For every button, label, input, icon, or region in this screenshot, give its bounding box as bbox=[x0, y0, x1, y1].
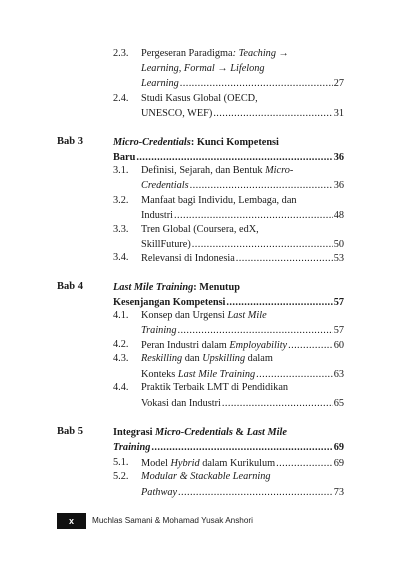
page-number: 57 bbox=[333, 325, 344, 336]
footer-authors: Muchlas Samani & Mohamad Yusak Anshori bbox=[92, 516, 253, 525]
toc-entry-5-2[interactable]: Pathway ..... 73 bbox=[141, 485, 344, 498]
toc-entry-3-4[interactable]: Relevansi di Indonesia ..... 53 bbox=[141, 251, 344, 264]
chapter-label: Bab 3 bbox=[57, 136, 83, 147]
toc-entry-2-3[interactable]: Learning ..... 27 bbox=[141, 76, 344, 89]
toc-entry-4-2[interactable]: Peran Industri dalam Employability ..... 60 bbox=[141, 338, 344, 351]
page-number: 36 bbox=[333, 152, 344, 163]
section-number: 4.1. bbox=[113, 310, 129, 321]
section-number: 3.4. bbox=[113, 252, 129, 263]
section-title: Definisi, Sejarah, dan Bentuk Micro- bbox=[141, 165, 294, 176]
toc-entry-4-1[interactable]: Training ..... 57 bbox=[141, 323, 344, 336]
page-number: 53 bbox=[333, 253, 344, 264]
page-footer bbox=[57, 512, 253, 529]
toc-entry-5-1[interactable]: Model Hybrid dalam Kurikulum ..... 69 bbox=[141, 456, 344, 469]
chapter-title: Last Mile Training: Menutup bbox=[113, 282, 240, 293]
page-number: 69 bbox=[333, 458, 344, 469]
section-title: Tren Global (Coursera, edX, bbox=[141, 224, 259, 235]
chapter-label: Bab 5 bbox=[57, 426, 83, 437]
section-number: 3.3. bbox=[113, 224, 129, 235]
page-number: 31 bbox=[333, 108, 344, 119]
page-number: 73 bbox=[333, 487, 344, 498]
page-number-box: x bbox=[57, 513, 86, 529]
page-number: 50 bbox=[333, 239, 344, 250]
toc-entry-bab-5[interactable]: Training ..... 69 bbox=[113, 440, 344, 453]
toc-entry-2-4[interactable]: UNESCO, WEF) ..... 31 bbox=[141, 106, 344, 119]
section-number: 5.1. bbox=[113, 457, 129, 468]
section-title: Modular & Stackable Learning bbox=[141, 471, 271, 482]
section-number: 4.4. bbox=[113, 382, 129, 393]
page-number: 48 bbox=[333, 210, 344, 221]
section-title-cont: Learning, Formal → Lifelong bbox=[141, 63, 265, 74]
page-number: 60 bbox=[333, 340, 344, 351]
page-number: 57 bbox=[333, 297, 344, 308]
page-number: 69 bbox=[333, 442, 344, 453]
section-number: 4.3. bbox=[113, 353, 129, 364]
section-number: 2.3. bbox=[113, 48, 129, 59]
section-title: Praktik Terbaik LMT di Pendidikan bbox=[141, 382, 289, 393]
section-title: Manfaat bagi Individu, Lembaga, dan bbox=[141, 195, 297, 206]
section-title: Pergeseran Paradigma: Teaching → bbox=[141, 48, 289, 59]
section-title: Studi Kasus Global (OECD, bbox=[141, 93, 258, 104]
toc-entry-bab-4[interactable]: Kesenjangan Kompetensi ..... 57 bbox=[113, 295, 344, 308]
section-number: 4.2. bbox=[113, 339, 129, 350]
toc-entry-bab-3[interactable]: Baru ..... 36 bbox=[113, 150, 344, 163]
section-number: 3.1. bbox=[113, 165, 129, 176]
section-number: 3.2. bbox=[113, 195, 129, 206]
section-title: Reskilling dan Upskilling dalam bbox=[141, 353, 273, 364]
chapter-title: Micro-Credentials: Kunci Kompetensi bbox=[113, 137, 279, 148]
toc-entry-4-3[interactable]: Konteks Last Mile Training ..... 63 bbox=[141, 367, 344, 380]
section-number: 5.2. bbox=[113, 471, 129, 482]
toc-entry-4-4[interactable]: Vokasi dan Industri ..... 65 bbox=[141, 396, 344, 409]
section-title: Konsep dan Urgensi Last Mile bbox=[141, 310, 267, 321]
toc-entry-3-3[interactable]: SkillFuture) ..... 50 bbox=[141, 237, 344, 250]
page-number: 36 bbox=[333, 180, 344, 191]
page-number: 63 bbox=[333, 369, 344, 380]
toc-entry-3-2[interactable]: Industri ..... 48 bbox=[141, 208, 344, 221]
chapter-title: Integrasi Micro-Credentials & Last Mile bbox=[113, 427, 287, 438]
chapter-label: Bab 4 bbox=[57, 281, 83, 292]
page-number: 27 bbox=[333, 78, 344, 89]
section-number: 2.4. bbox=[113, 93, 129, 104]
page-number: 65 bbox=[333, 398, 344, 409]
toc-entry-3-1[interactable]: Credentials ..... 36 bbox=[141, 178, 344, 191]
